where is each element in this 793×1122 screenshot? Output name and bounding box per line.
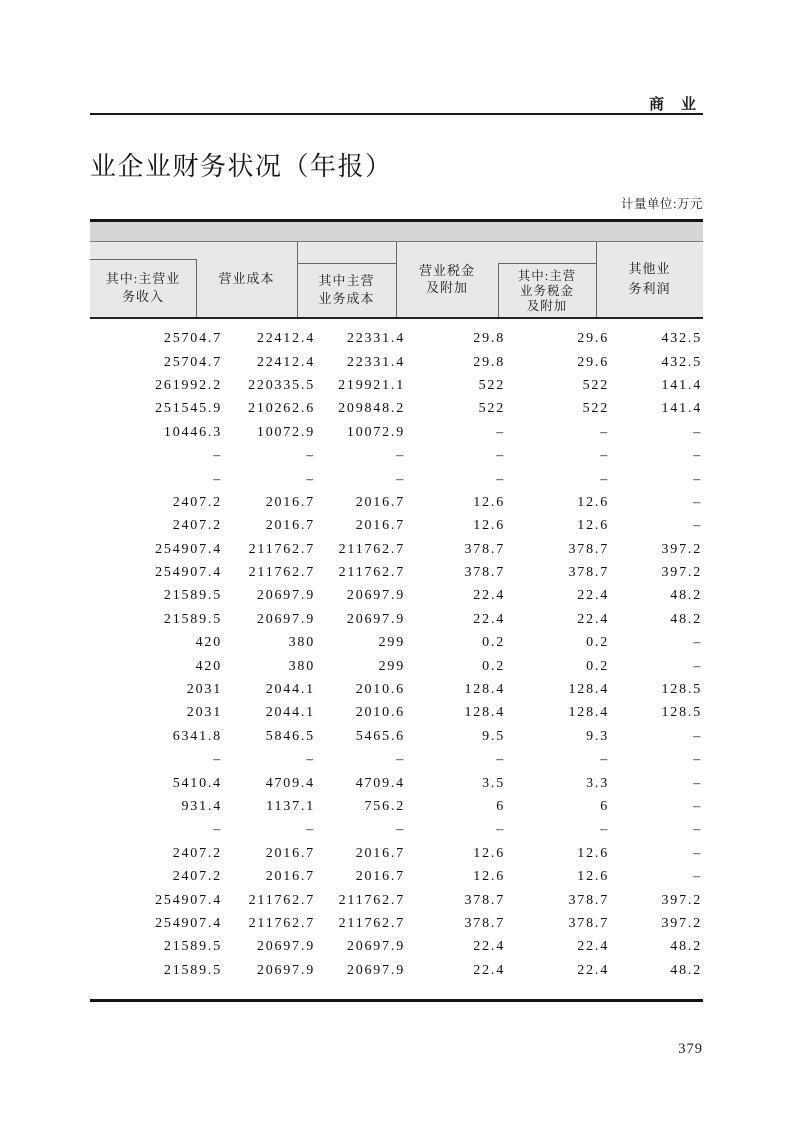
table-row bbox=[90, 772, 703, 795]
table-row bbox=[90, 912, 703, 935]
cell-main-business-cost: 20697.9 bbox=[346, 962, 405, 978]
cell-main-business-revenue: 420 bbox=[195, 658, 222, 674]
cell-main-business-cost: 299 bbox=[378, 658, 405, 674]
cell-main-business-cost: 4709.4 bbox=[355, 775, 405, 791]
cell-operating-cost: 22412.4 bbox=[256, 354, 315, 370]
cell-main-business-tax-surcharge: 12.6 bbox=[577, 845, 609, 861]
cell-business-tax-surcharge: – bbox=[496, 822, 505, 838]
cell-operating-cost: 20697.9 bbox=[256, 588, 315, 604]
cell-operating-cost: 2044.1 bbox=[265, 682, 315, 698]
cell-main-business-tax-surcharge: 12.6 bbox=[577, 518, 609, 534]
cell-other-business-profit: 397.2 bbox=[661, 565, 702, 581]
cell-main-business-revenue: 254907.4 bbox=[155, 565, 222, 581]
table-row bbox=[90, 725, 703, 748]
cell-main-business-cost: 22331.4 bbox=[346, 331, 405, 347]
cell-business-tax-surcharge: 9.5 bbox=[482, 728, 505, 744]
cell-other-business-profit: – bbox=[693, 752, 702, 768]
table-row bbox=[90, 538, 703, 561]
cell-business-tax-surcharge: 12.6 bbox=[473, 518, 505, 534]
table-row bbox=[90, 632, 703, 655]
cell-operating-cost: 2016.7 bbox=[265, 869, 315, 885]
cell-other-business-profit: – bbox=[693, 518, 702, 534]
table-row bbox=[90, 468, 703, 491]
cell-main-business-revenue: – bbox=[213, 448, 222, 464]
cell-other-business-profit: 397.2 bbox=[661, 541, 702, 557]
cell-other-business-profit: – bbox=[693, 424, 702, 440]
cell-other-business-profit: 432.5 bbox=[661, 354, 702, 370]
cell-main-business-revenue: 25704.7 bbox=[163, 331, 222, 347]
cell-main-business-revenue: 25704.7 bbox=[163, 354, 222, 370]
cell-main-business-tax-surcharge: 22.4 bbox=[577, 611, 609, 627]
cell-main-business-tax-surcharge: 3.3 bbox=[586, 775, 609, 791]
cell-main-business-cost: 2010.6 bbox=[355, 682, 405, 698]
cell-main-business-tax-surcharge: 522 bbox=[582, 401, 609, 417]
cell-other-business-profit: 48.2 bbox=[670, 962, 702, 978]
cell-main-business-cost: – bbox=[396, 822, 405, 838]
cell-other-business-profit: – bbox=[693, 845, 702, 861]
cell-operating-cost: – bbox=[306, 752, 315, 768]
table-body bbox=[90, 319, 703, 983]
table-row bbox=[90, 444, 703, 467]
cell-business-tax-surcharge: 22.4 bbox=[473, 611, 505, 627]
cell-main-business-tax-surcharge: 378.7 bbox=[568, 565, 609, 581]
table-row bbox=[90, 491, 703, 514]
cell-main-business-cost: 2016.7 bbox=[355, 494, 405, 510]
cell-operating-cost: 5846.5 bbox=[265, 728, 315, 744]
cell-other-business-profit: 128.5 bbox=[661, 682, 702, 698]
cell-main-business-cost: 756.2 bbox=[364, 799, 405, 814]
measurement-unit-note: 计量单位:万元 bbox=[621, 197, 703, 211]
running-header-chapter: 商 业 bbox=[648, 97, 697, 113]
table-row bbox=[90, 959, 703, 982]
cell-main-business-revenue: 420 bbox=[195, 635, 222, 651]
cell-main-business-cost: 20697.9 bbox=[346, 939, 405, 955]
table-header-band bbox=[90, 222, 703, 241]
cell-main-business-cost: 211762.7 bbox=[338, 565, 405, 581]
column-header-main-business-cost: 其中主营 业务成本 bbox=[318, 273, 375, 306]
cell-operating-cost: 20697.9 bbox=[256, 611, 315, 627]
cell-operating-cost: 20697.9 bbox=[256, 962, 315, 978]
cell-other-business-profit: 141.4 bbox=[661, 401, 702, 417]
cell-main-business-revenue: 261992.2 bbox=[155, 377, 222, 393]
cell-main-business-revenue: 2407.2 bbox=[172, 845, 222, 861]
cell-business-tax-surcharge: 378.7 bbox=[464, 892, 505, 908]
cell-main-business-revenue: 931.4 bbox=[181, 799, 222, 814]
cell-main-business-tax-surcharge: 378.7 bbox=[568, 541, 609, 557]
cell-other-business-profit: – bbox=[693, 471, 702, 487]
cell-business-tax-surcharge: 378.7 bbox=[464, 541, 505, 557]
cell-main-business-revenue: 21589.5 bbox=[163, 939, 222, 955]
cell-main-business-revenue: 21589.5 bbox=[163, 962, 222, 978]
cell-business-tax-surcharge: 378.7 bbox=[464, 915, 505, 931]
cell-main-business-revenue: 21589.5 bbox=[163, 588, 222, 604]
cell-main-business-cost: – bbox=[396, 448, 405, 464]
cell-main-business-revenue: – bbox=[213, 752, 222, 768]
page-number: 379 bbox=[678, 1041, 703, 1057]
cell-operating-cost: 211762.7 bbox=[248, 541, 315, 557]
cell-operating-cost: 22412.4 bbox=[256, 331, 315, 347]
cell-business-tax-surcharge: 378.7 bbox=[464, 565, 505, 581]
cell-operating-cost: – bbox=[306, 471, 315, 487]
cell-main-business-revenue: – bbox=[213, 471, 222, 487]
cell-operating-cost: – bbox=[306, 448, 315, 464]
cell-operating-cost: 2016.7 bbox=[265, 518, 315, 534]
cell-operating-cost: 211762.7 bbox=[248, 892, 315, 908]
cell-main-business-tax-surcharge: 12.6 bbox=[577, 494, 609, 510]
cell-main-business-tax-surcharge: 29.6 bbox=[577, 354, 609, 370]
cell-business-tax-surcharge: – bbox=[496, 471, 505, 487]
cell-other-business-profit: – bbox=[693, 728, 702, 744]
cell-operating-cost: 210262.6 bbox=[248, 401, 315, 417]
cell-main-business-tax-surcharge: – bbox=[600, 471, 609, 487]
cell-main-business-revenue: 251545.9 bbox=[155, 401, 222, 417]
cell-main-business-tax-surcharge: – bbox=[600, 424, 609, 440]
cell-main-business-tax-surcharge: 128.4 bbox=[568, 682, 609, 698]
cell-other-business-profit: 48.2 bbox=[670, 588, 702, 604]
cell-main-business-cost: 2010.6 bbox=[355, 705, 405, 721]
cell-main-business-cost: 209848.2 bbox=[338, 401, 405, 417]
table-row bbox=[90, 328, 703, 351]
column-header-business-tax-surcharge: 营业税金 及附加 bbox=[418, 263, 475, 296]
column-header-operating-cost: 营业成本 bbox=[218, 271, 275, 287]
cell-main-business-revenue: 254907.4 bbox=[155, 915, 222, 931]
cell-business-tax-surcharge: 0.2 bbox=[482, 635, 505, 651]
table-row bbox=[90, 819, 703, 842]
cell-other-business-profit: 128.5 bbox=[661, 705, 702, 721]
cell-other-business-profit: 432.5 bbox=[661, 331, 702, 347]
table-row bbox=[90, 398, 703, 421]
cell-main-business-tax-surcharge: 12.6 bbox=[577, 869, 609, 885]
cell-business-tax-surcharge: 128.4 bbox=[464, 705, 505, 721]
cell-other-business-profit: – bbox=[693, 494, 702, 510]
cell-business-tax-surcharge: 29.8 bbox=[473, 354, 505, 370]
cell-other-business-profit: 397.2 bbox=[661, 892, 702, 908]
cell-main-business-tax-surcharge: – bbox=[600, 448, 609, 464]
table-row bbox=[90, 421, 703, 444]
table-row bbox=[90, 561, 703, 584]
cell-operating-cost: 211762.7 bbox=[248, 565, 315, 581]
cell-main-business-revenue: 2407.2 bbox=[172, 869, 222, 885]
cell-main-business-cost: 10072.9 bbox=[346, 424, 405, 440]
cell-other-business-profit: – bbox=[693, 822, 702, 838]
cell-main-business-tax-surcharge: 128.4 bbox=[568, 705, 609, 721]
cell-operating-cost: 2044.1 bbox=[265, 705, 315, 721]
cell-other-business-profit: 48.2 bbox=[670, 611, 702, 627]
cell-main-business-tax-surcharge: 522 bbox=[582, 377, 609, 393]
cell-main-business-cost: 20697.9 bbox=[346, 588, 405, 604]
cell-main-business-revenue: 2407.2 bbox=[172, 494, 222, 510]
table-row bbox=[90, 749, 703, 772]
cell-other-business-profit: – bbox=[693, 775, 702, 791]
running-header-rule bbox=[90, 113, 703, 115]
cell-main-business-cost: 299 bbox=[378, 635, 405, 651]
cell-main-business-tax-surcharge: 6 bbox=[600, 799, 609, 814]
cell-business-tax-surcharge: 522 bbox=[478, 377, 505, 393]
table-row bbox=[90, 936, 703, 959]
cell-business-tax-surcharge: 128.4 bbox=[464, 682, 505, 698]
cell-main-business-revenue: 2407.2 bbox=[172, 518, 222, 534]
cell-main-business-revenue: 254907.4 bbox=[155, 892, 222, 908]
cell-other-business-profit: – bbox=[693, 448, 702, 464]
table-row bbox=[90, 655, 703, 678]
cell-operating-cost: 220335.5 bbox=[248, 377, 315, 393]
table-row bbox=[90, 608, 703, 631]
cell-business-tax-surcharge: 3.5 bbox=[482, 775, 505, 791]
cell-business-tax-surcharge: – bbox=[496, 448, 505, 464]
cell-main-business-revenue: 21589.5 bbox=[163, 611, 222, 627]
table-row bbox=[90, 678, 703, 701]
table-row bbox=[90, 842, 703, 865]
cell-other-business-profit: 48.2 bbox=[670, 939, 702, 955]
page-title: 业企业财务状况（年报） bbox=[90, 152, 393, 181]
cell-operating-cost: 4709.4 bbox=[265, 775, 315, 791]
cell-business-tax-surcharge: 6 bbox=[496, 799, 505, 814]
column-header-main-business-tax-surcharge: 其中:主营 业务税金 及附加 bbox=[517, 269, 577, 313]
cell-main-business-tax-surcharge: 0.2 bbox=[586, 635, 609, 651]
cell-other-business-profit: – bbox=[693, 869, 702, 885]
cell-business-tax-surcharge: 22.4 bbox=[473, 588, 505, 604]
cell-other-business-profit: – bbox=[693, 635, 702, 651]
cell-main-business-cost: 20697.9 bbox=[346, 611, 405, 627]
cell-main-business-revenue: 10446.3 bbox=[163, 424, 222, 440]
cell-main-business-tax-surcharge: – bbox=[600, 822, 609, 838]
table-row bbox=[90, 889, 703, 912]
cell-business-tax-surcharge: 522 bbox=[478, 401, 505, 417]
cell-main-business-tax-surcharge: 29.6 bbox=[577, 331, 609, 347]
cell-business-tax-surcharge: – bbox=[496, 752, 505, 768]
table-bottom-rule bbox=[90, 999, 703, 1002]
cell-main-business-cost: 211762.7 bbox=[338, 541, 405, 557]
cell-main-business-revenue: 254907.4 bbox=[155, 541, 222, 557]
cell-main-business-revenue: 2031 bbox=[186, 682, 222, 698]
cell-operating-cost: 2016.7 bbox=[265, 845, 315, 861]
column-header-other-business-profit: 其他业 务利润 bbox=[628, 261, 671, 297]
column-header-main-business-revenue: 其中:主营业 务收入 bbox=[105, 271, 181, 304]
cell-main-business-tax-surcharge: 22.4 bbox=[577, 939, 609, 955]
cell-main-business-tax-surcharge: 0.2 bbox=[586, 658, 609, 674]
cell-business-tax-surcharge: 12.6 bbox=[473, 845, 505, 861]
table-row bbox=[90, 702, 703, 725]
cell-business-tax-surcharge: 0.2 bbox=[482, 658, 505, 674]
cell-main-business-cost: 2016.7 bbox=[355, 518, 405, 534]
cell-operating-cost: 10072.9 bbox=[256, 424, 315, 440]
cell-main-business-tax-surcharge: 22.4 bbox=[577, 588, 609, 604]
cell-main-business-cost: – bbox=[396, 471, 405, 487]
cell-operating-cost: 211762.7 bbox=[248, 915, 315, 931]
cell-business-tax-surcharge: 29.8 bbox=[473, 331, 505, 347]
cell-main-business-tax-surcharge: – bbox=[600, 752, 609, 768]
cell-main-business-revenue: 6341.8 bbox=[172, 728, 222, 744]
cell-business-tax-surcharge: 22.4 bbox=[473, 939, 505, 955]
table-row bbox=[90, 351, 703, 374]
cell-operating-cost: – bbox=[306, 822, 315, 838]
cell-main-business-cost: 211762.7 bbox=[338, 892, 405, 908]
cell-operating-cost: 380 bbox=[288, 635, 315, 651]
cell-main-business-cost: 22331.4 bbox=[346, 354, 405, 370]
cell-main-business-cost: 2016.7 bbox=[355, 869, 405, 885]
cell-main-business-revenue: – bbox=[213, 822, 222, 838]
cell-business-tax-surcharge: 12.6 bbox=[473, 869, 505, 885]
cell-main-business-cost: 2016.7 bbox=[355, 845, 405, 861]
cell-business-tax-surcharge: 12.6 bbox=[473, 494, 505, 510]
cell-other-business-profit: 397.2 bbox=[661, 915, 702, 931]
table-row bbox=[90, 585, 703, 608]
cell-main-business-cost: 5465.6 bbox=[355, 728, 405, 744]
table-header bbox=[90, 242, 703, 318]
cell-business-tax-surcharge: – bbox=[496, 424, 505, 440]
cell-other-business-profit: – bbox=[693, 658, 702, 674]
cell-operating-cost: 1137.1 bbox=[266, 799, 315, 814]
table-row bbox=[90, 374, 703, 397]
cell-other-business-profit: 141.4 bbox=[661, 377, 702, 393]
cell-operating-cost: 380 bbox=[288, 658, 315, 674]
cell-operating-cost: 2016.7 bbox=[265, 494, 315, 510]
table-row bbox=[90, 515, 703, 538]
cell-main-business-tax-surcharge: 378.7 bbox=[568, 892, 609, 908]
cell-main-business-tax-surcharge: 22.4 bbox=[577, 962, 609, 978]
cell-main-business-cost: 211762.7 bbox=[338, 915, 405, 931]
cell-main-business-revenue: 5410.4 bbox=[172, 775, 222, 791]
cell-operating-cost: 20697.9 bbox=[256, 939, 315, 955]
table-row bbox=[90, 865, 703, 888]
cell-main-business-revenue: 2031 bbox=[186, 705, 222, 721]
cell-main-business-tax-surcharge: 9.3 bbox=[586, 728, 609, 744]
cell-business-tax-surcharge: 22.4 bbox=[473, 962, 505, 978]
cell-main-business-cost: 219921.1 bbox=[338, 377, 405, 393]
table-row bbox=[90, 795, 703, 818]
cell-main-business-tax-surcharge: 378.7 bbox=[568, 915, 609, 931]
cell-main-business-cost: – bbox=[396, 752, 405, 768]
cell-other-business-profit: – bbox=[693, 799, 702, 814]
